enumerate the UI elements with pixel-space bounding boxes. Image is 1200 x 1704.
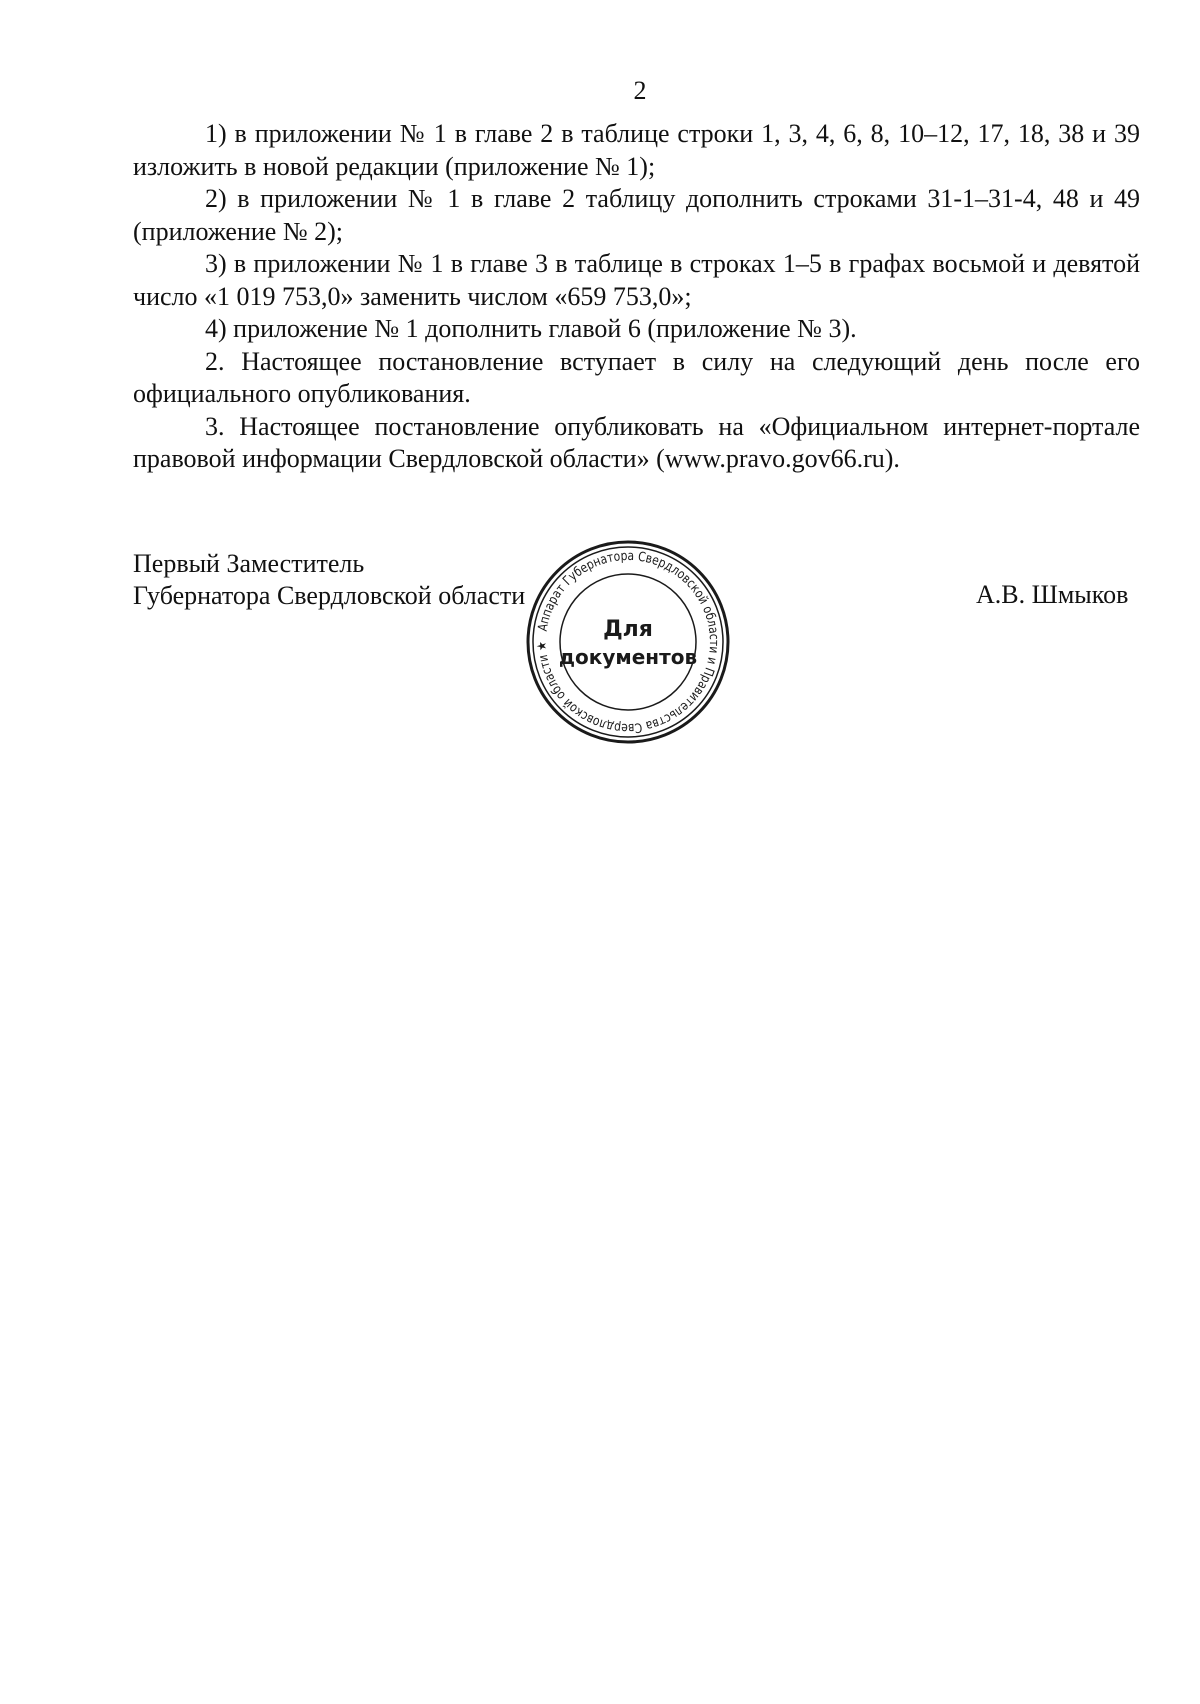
page-number: 2 [633,76,647,105]
stamp-inner-ring [533,547,723,737]
document-body [133,118,1140,476]
signatory-name: А.В. Шмыков [976,580,1129,609]
paragraph-item-4: 4) приложение № 1 дополнить главой 6 (приложение № 3). [205,314,857,343]
stamp-center-line1: Для [603,617,653,642]
paragraph-effective-date: 2. Настоящее постановление вступает в силу на следующий день после его официального опубликования. [133,346,1140,408]
signature-position-line1: Первый Заместитель [133,549,365,578]
paragraph-item-1: 1) в приложении № 1 в главе 2 в таблице строки 1, 3, 4, 6, 8, 10–12, 17, 18, 38 и 39 изложить в новой редакции (приложение № 1); [133,119,1140,181]
official-stamp [518,532,738,752]
paragraph-publication: 3. Настоящее постановление опубликовать на «Официальном интернет-портале правовой информации Свердловской области» (www.pravo.gov66.ru). [133,411,1140,473]
paragraph-item-3: 3) в приложении № 1 в главе 3 в таблице в строках 1–5 в графах восьмой и девятой число «1 019 753,0» заменить числом «659 753,0»; [133,249,1140,311]
signature-position-line2: Губернатора Свердловской области [133,581,526,610]
stamp-center-ring [560,574,696,710]
signature-position [133,548,525,612]
stamp-seal-graphic [518,532,738,752]
stamp-center-line2: документов [558,645,698,669]
stamp-ring-text: Аппарат Губернатора Свердловской области и Правительства Свердловской области ★ [534,548,722,736]
stamp-outer-ring [528,542,728,742]
paragraph-item-2: 2) в приложении № 1 в главе 2 таблицу дополнить строками 31-1–31-4, 48 и 49 (приложение № 2); [133,184,1140,246]
